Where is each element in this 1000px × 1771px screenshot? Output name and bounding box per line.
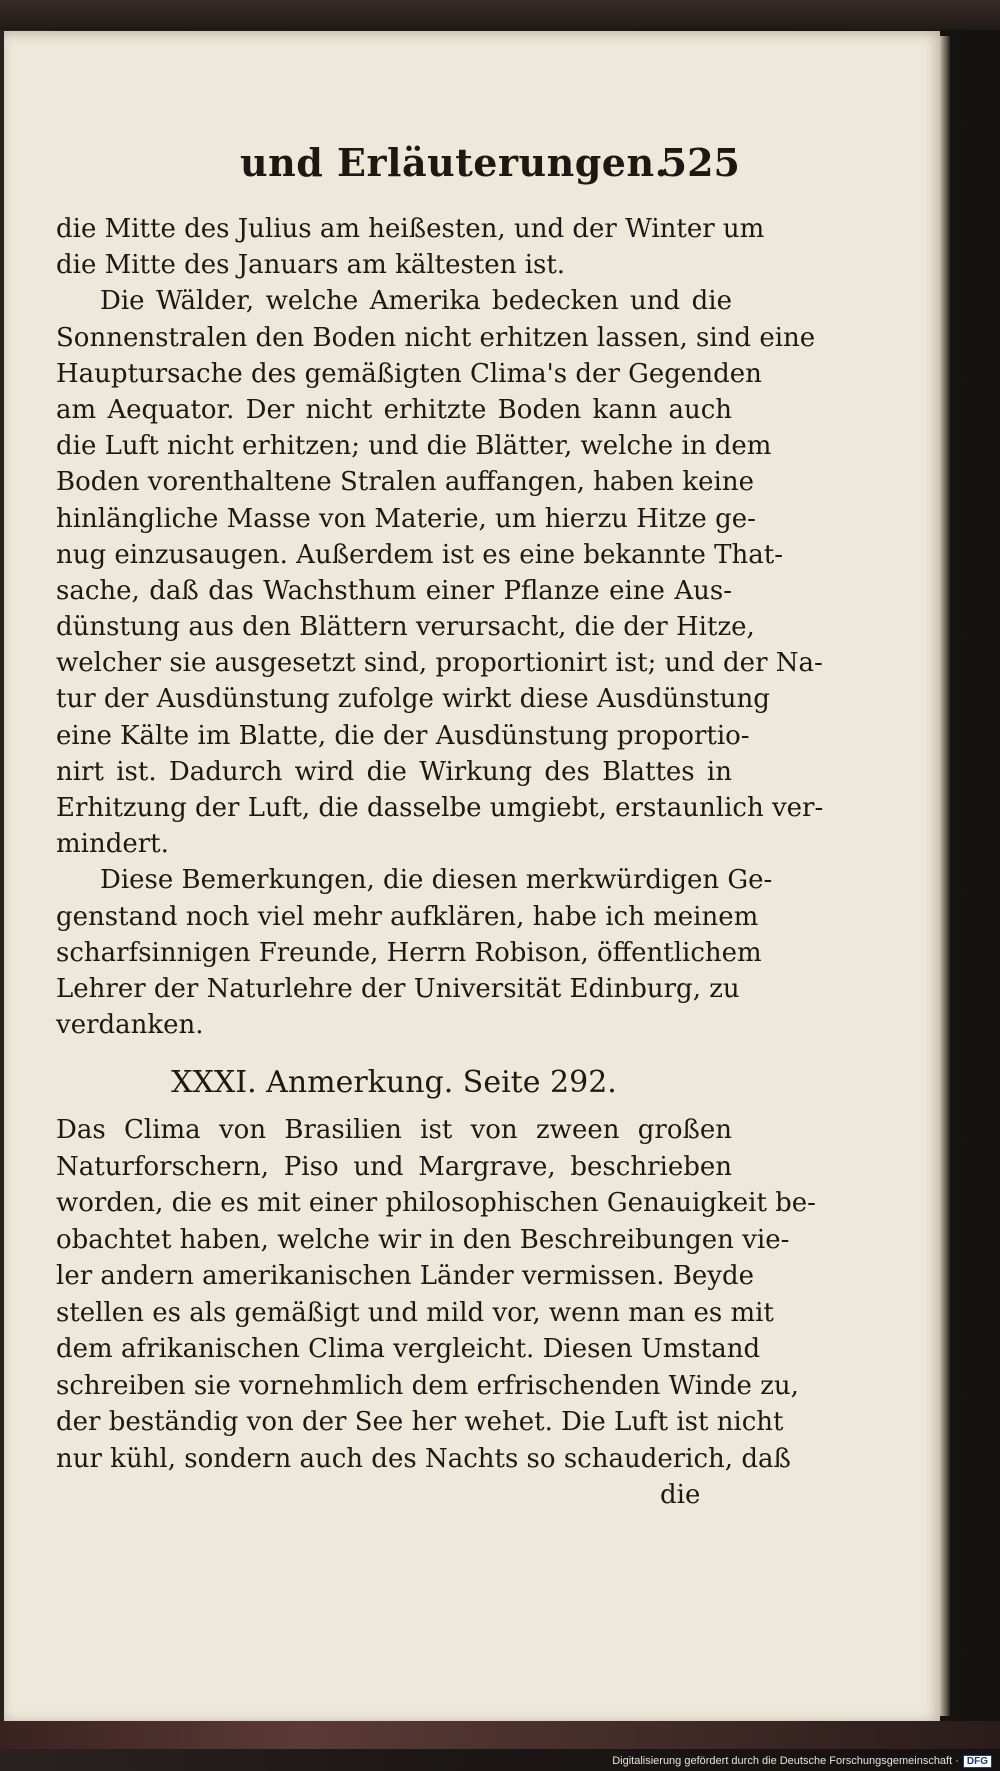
text-line: sache, daß das Wachsthum einer Pflanze eine Aus- — [56, 575, 732, 606]
text-line: nug einzusaugen. Außerdem ist es eine bekannte That- — [56, 539, 783, 570]
text-line: genstand noch viel mehr aufklären, habe ich meinem — [56, 901, 759, 932]
text-line: schreiben sie vornehmlich dem erfrischenden Winde zu, — [56, 1370, 799, 1401]
paragraph-4 — [56, 1112, 816, 1477]
catchword: die — [660, 1480, 701, 1510]
text-line: hinlängliche Masse von Materie, um hierzu Hitze ge- — [56, 503, 756, 534]
text-line: verdanken. — [56, 1010, 204, 1041]
text-line: Das Clima von Brasilien ist von zween großen — [56, 1115, 732, 1145]
body-text — [56, 211, 824, 1043]
text-line: nur kühl, sondern auch des Nachts so schauderich, daß — [56, 1443, 791, 1474]
digitization-credit — [612, 1752, 992, 1770]
text-line: mindert. — [56, 829, 169, 860]
text-line: worden, die es mit einer philosophischen Genauigkeit be- — [56, 1188, 816, 1218]
text-line: Naturforschern, Piso und Margrave, beschrieben — [56, 1151, 732, 1182]
text-line: Die Wälder, welche Amerika bedecken und die — [100, 286, 732, 317]
text-line: obachtet haben, welche wir in den Beschreibungen vie- — [56, 1224, 790, 1255]
page-header — [240, 140, 740, 190]
text-line: Erhitzung der Luft, die dasselbe umgiebt, erstaunlich ver- — [56, 793, 824, 823]
top-binding-strip — [0, 0, 1000, 30]
text-line: dünstung aus den Blättern verursacht, die der Hitze, — [56, 612, 755, 643]
credit-text: Digitalisierung gefördert durch die Deutsche Forschungsgemeinschaft · — [612, 1755, 959, 1767]
bottom-binding-strip — [0, 1721, 1000, 1749]
paragraph-3 — [56, 862, 773, 1043]
text-line: der beständig von der See her wehet. Die Luft ist nicht — [56, 1407, 784, 1437]
text-line: die Luft nicht erhitzen; und die Blätter, welche in dem — [56, 431, 772, 462]
page-number: 525 — [660, 140, 740, 185]
paragraph-2 — [56, 283, 824, 862]
text-line: tur der Ausdünstung zufolge wirkt diese Ausdünstung — [56, 684, 770, 715]
text-line: die Mitte des Julius am heißesten, und der Winter um — [56, 214, 765, 244]
text-line: stellen es als gemäßigt und mild vor, wenn man es mit — [56, 1297, 774, 1328]
paragraph-1 — [56, 211, 765, 283]
text-line: Diese Bemerkungen, die diesen merkwürdigen Ge- — [100, 865, 773, 896]
text-line: Sonnenstralen den Boden nicht erhitzen lassen, sind eine — [56, 322, 816, 353]
text-line: Hauptursache des gemäßigten Clima's der Gegenden — [56, 358, 762, 389]
text-line: eine Kälte im Blatte, die der Ausdünstung proportio- — [56, 720, 750, 751]
text-line: scharfsinnigen Freunde, Herrn Robison, öffentlichem — [56, 937, 762, 968]
text-line: Lehrer der Naturlehre der Universität Edinburg, zu — [56, 973, 740, 1004]
dfg-logo[interactable]: DFG — [963, 1755, 992, 1768]
text-line: die Mitte des Januars am kältesten ist. — [56, 250, 566, 281]
text-line: ler andern amerikanischen Länder vermissen. Beyde — [56, 1261, 755, 1291]
page-edge-shadow — [940, 36, 950, 1716]
text-line: nirt ist. Dadurch wird die Wirkung des Blattes in — [56, 756, 732, 787]
text-line: welcher sie ausgesetzt sind, proportionirt ist; und der Na- — [56, 648, 823, 679]
section-heading: XXXI. Anmerkung. Seite 292. — [171, 1065, 617, 1100]
text-line: dem afrikanischen Clima vergleicht. Diesen Umstand — [56, 1334, 761, 1364]
text-line: am Aequator. Der nicht erhitzte Boden kann auch — [56, 394, 732, 425]
text-line: Boden vorenthaltene Stralen auffangen, haben keine — [56, 467, 754, 498]
running-head: und Erläuterungen. — [240, 140, 669, 185]
